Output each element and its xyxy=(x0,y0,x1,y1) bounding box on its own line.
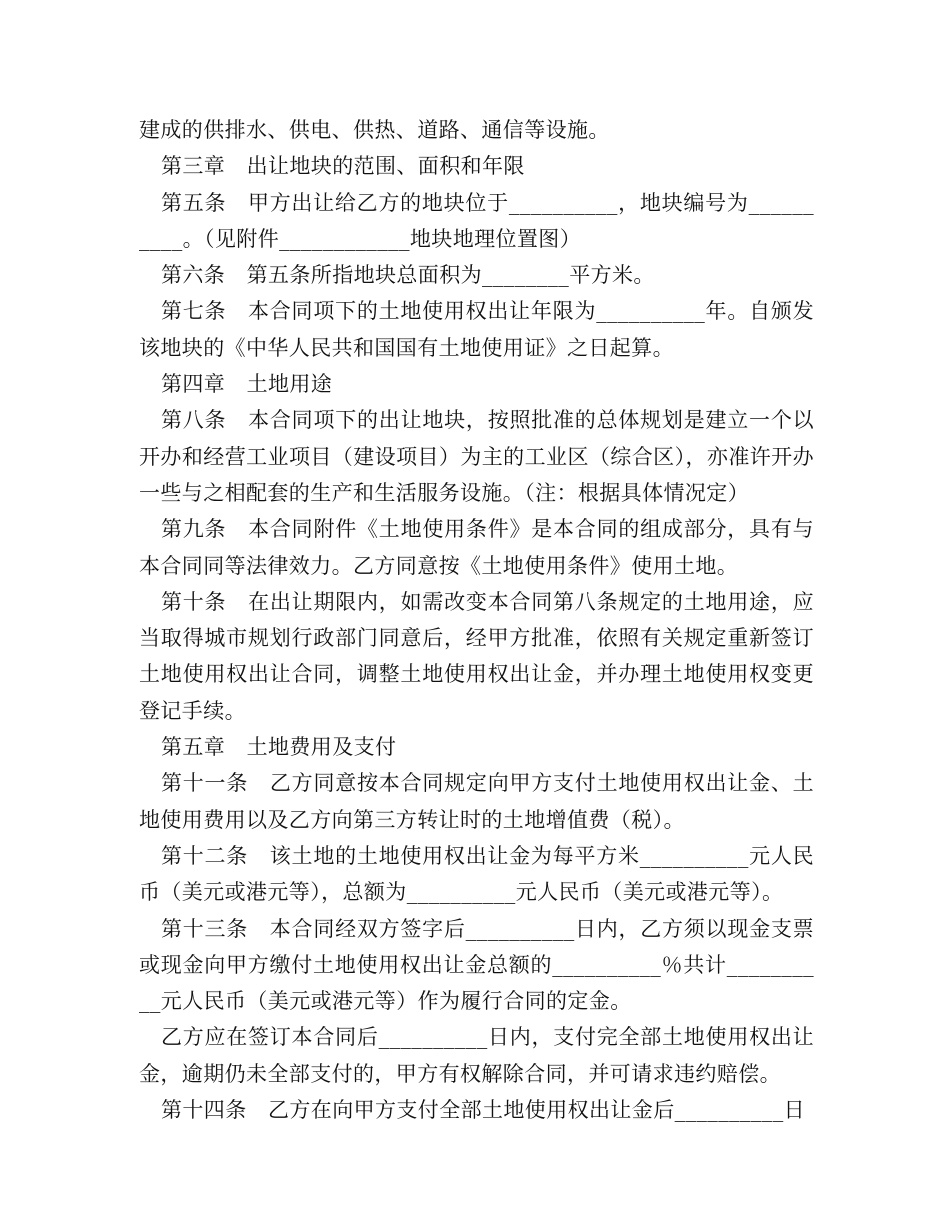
chapter-4-heading: 第四章 土地用途 xyxy=(161,372,333,397)
article-7: 第七条 本合同项下的土地使用权出让年限为__________年。自颁发该地块的《中华人民共和国国有土地使用证》之日起算。 xyxy=(139,299,814,360)
article-10: 第十条 在出让期限内，如需改变本合同第八条规定的土地用途，应当取得城市规划行政部门同意后，经甲方批准，依照有关规定重新签订土地使用权出让合同，调整土地使用权出让金，并办理土地使用权变更登记手续。 xyxy=(139,589,814,723)
article-11: 第十一条 乙方同意按本合同规定向甲方支付土地使用权出让金、土地使用费用以及乙方向第三方转让时的土地增值费（税）。 xyxy=(139,771,814,832)
article-14: 第十四条 乙方在向甲方支付全部土地使用权出让金后__________日 xyxy=(161,1098,805,1123)
document-body xyxy=(139,112,814,1128)
paragraph-facilities: 建成的供排水、供电、供热、道路、通信等设施。 xyxy=(139,118,610,142)
chapter-5-heading: 第五章 土地费用及支付 xyxy=(161,735,397,760)
article-13: 第十三条 本合同经双方签字后__________日内，乙方须以现金支票或现金向甲方缴付土地使用权出让金总额的__________％共计__________元人民币（美元或港元等）作为履行合同的定金。 xyxy=(139,916,814,1014)
article-6: 第六条 第五条所指地块总面积为________平方米。 xyxy=(161,263,655,288)
article-8: 第八条 本合同项下的出让地块，按照批准的总体规划是建立一个以开办和经营工业项目（建设项目）为主的工业区（综合区），亦准许开办一些与之相配套的生产和生活服务设施。（注：根据具体情况定） xyxy=(139,408,814,505)
article-13-payment-deadline: 乙方应在签订本合同后__________日内，支付完全部土地使用权出让金，逾期仍未全部支付的，甲方有权解除合同，并可请求违约赔偿。 xyxy=(139,1025,814,1086)
chapter-3-heading: 第三章 出让地块的范围、面积和年限 xyxy=(161,154,525,179)
article-5: 第五条 甲方出让给乙方的地块位于__________，地块编号为__________。（见附件____________地块地理位置图） xyxy=(139,190,814,251)
article-12: 第十二条 该土地的土地使用权出让金为每平方米__________元人民币（美元或港元等），总额为__________元人民币（美元或港元等）。 xyxy=(139,843,814,905)
article-9: 第九条 本合同附件《土地使用条件》是本合同的组成部分，具有与本合同同等法律效力。乙方同意按《土地使用条件》使用土地。 xyxy=(139,517,814,578)
